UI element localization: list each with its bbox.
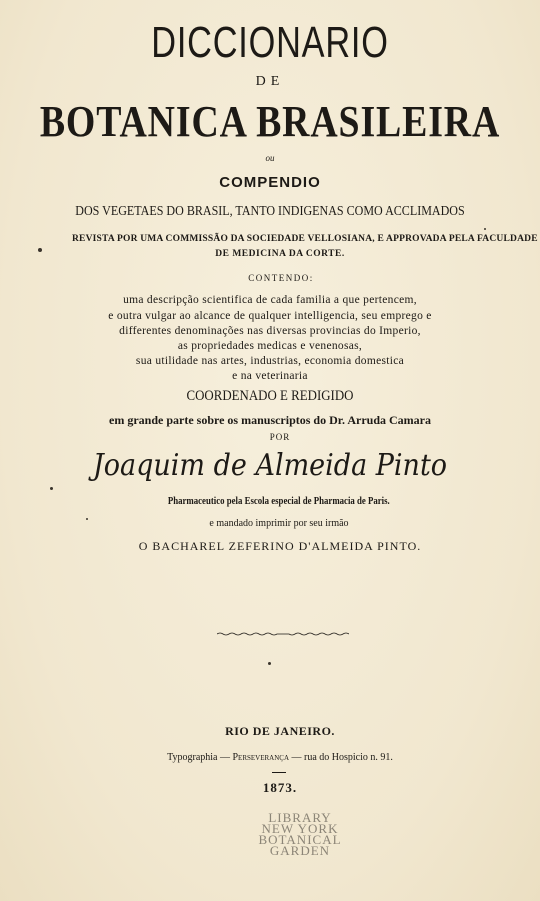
short-rule: [272, 772, 286, 773]
description-line: e outra vulgar ao alcance de qualquer intelligencia, seu emprego e: [108, 310, 432, 322]
conjunction-ou: ou: [265, 153, 275, 163]
stamp-line: GARDEN: [269, 843, 331, 858]
title-line-2: BOTANICA BRASILEIRA: [39, 97, 501, 146]
library-stamp: [240, 812, 360, 856]
typography-suffix: — rua do Hospicio n. 91.: [289, 752, 393, 763]
revista-line-1: REVISTA POR UMA COMMISSÃO DA SOCIEDADE VELLOSIANA, E APPROVADA PELA FACULDADE: [72, 234, 538, 244]
stamp-line: NEW YORK: [261, 821, 339, 836]
mandado-line: e mandado imprimir por seu irmão: [209, 518, 349, 529]
grande-parte-line: em grande parte sobre os manuscriptos do Dr. Arruda Camara: [109, 413, 431, 427]
ink-speck: [50, 487, 53, 490]
description-line: uma descripção scientifica de cada familia a que pertencem,: [123, 294, 417, 306]
stamp-line: BOTANICAL: [258, 832, 342, 847]
imprint-year: 1873.: [262, 780, 298, 795]
typography-prefix: Typographia —: [167, 752, 233, 763]
description-line: sua utilidade nas artes, industrias, economia domestica: [135, 355, 405, 367]
stamp-line: LIBRARY: [268, 810, 332, 825]
decorative-rule: [217, 632, 349, 636]
contendo-label: CONTENDO:: [248, 273, 314, 283]
description-line: differentes denominações nas diversas provincias do Imperio,: [119, 325, 421, 337]
por-label: POR: [269, 432, 291, 442]
author-credential: Pharmaceutico pela Escola especial de Pharmacia de Paris.: [167, 496, 390, 507]
title-line-1: DICCIONARIO: [151, 18, 389, 67]
ink-speck: [484, 228, 486, 230]
subtitle: DOS VEGETAES DO BRASIL, TANTO INDIGENAS COMO ACCLIMADOS: [75, 204, 465, 219]
ink-speck: [268, 662, 271, 665]
coordenado-heading: COORDENADO E REDIGIDO: [186, 388, 354, 404]
bacharel-line: O BACHAREL ZEFERINO D'ALMEIDA PINTO.: [138, 539, 422, 553]
imprint-typography: [0, 752, 540, 763]
typography-name: Perseverança: [232, 752, 290, 763]
description-line: as propriedades medicas e venenosas,: [177, 340, 363, 352]
author-name: Joaquim de Almeida Pinto: [92, 448, 448, 483]
description-line: e na veterinaria: [232, 370, 308, 382]
ink-speck: [38, 248, 42, 252]
ink-speck: [86, 518, 88, 520]
compendio-heading: COMPENDIO: [219, 174, 321, 191]
revista-line-2: DE MEDICINA DA CORTE.: [215, 249, 345, 259]
title-de: DE: [255, 74, 285, 89]
imprint-city: RIO DE JANEIRO.: [225, 724, 335, 738]
